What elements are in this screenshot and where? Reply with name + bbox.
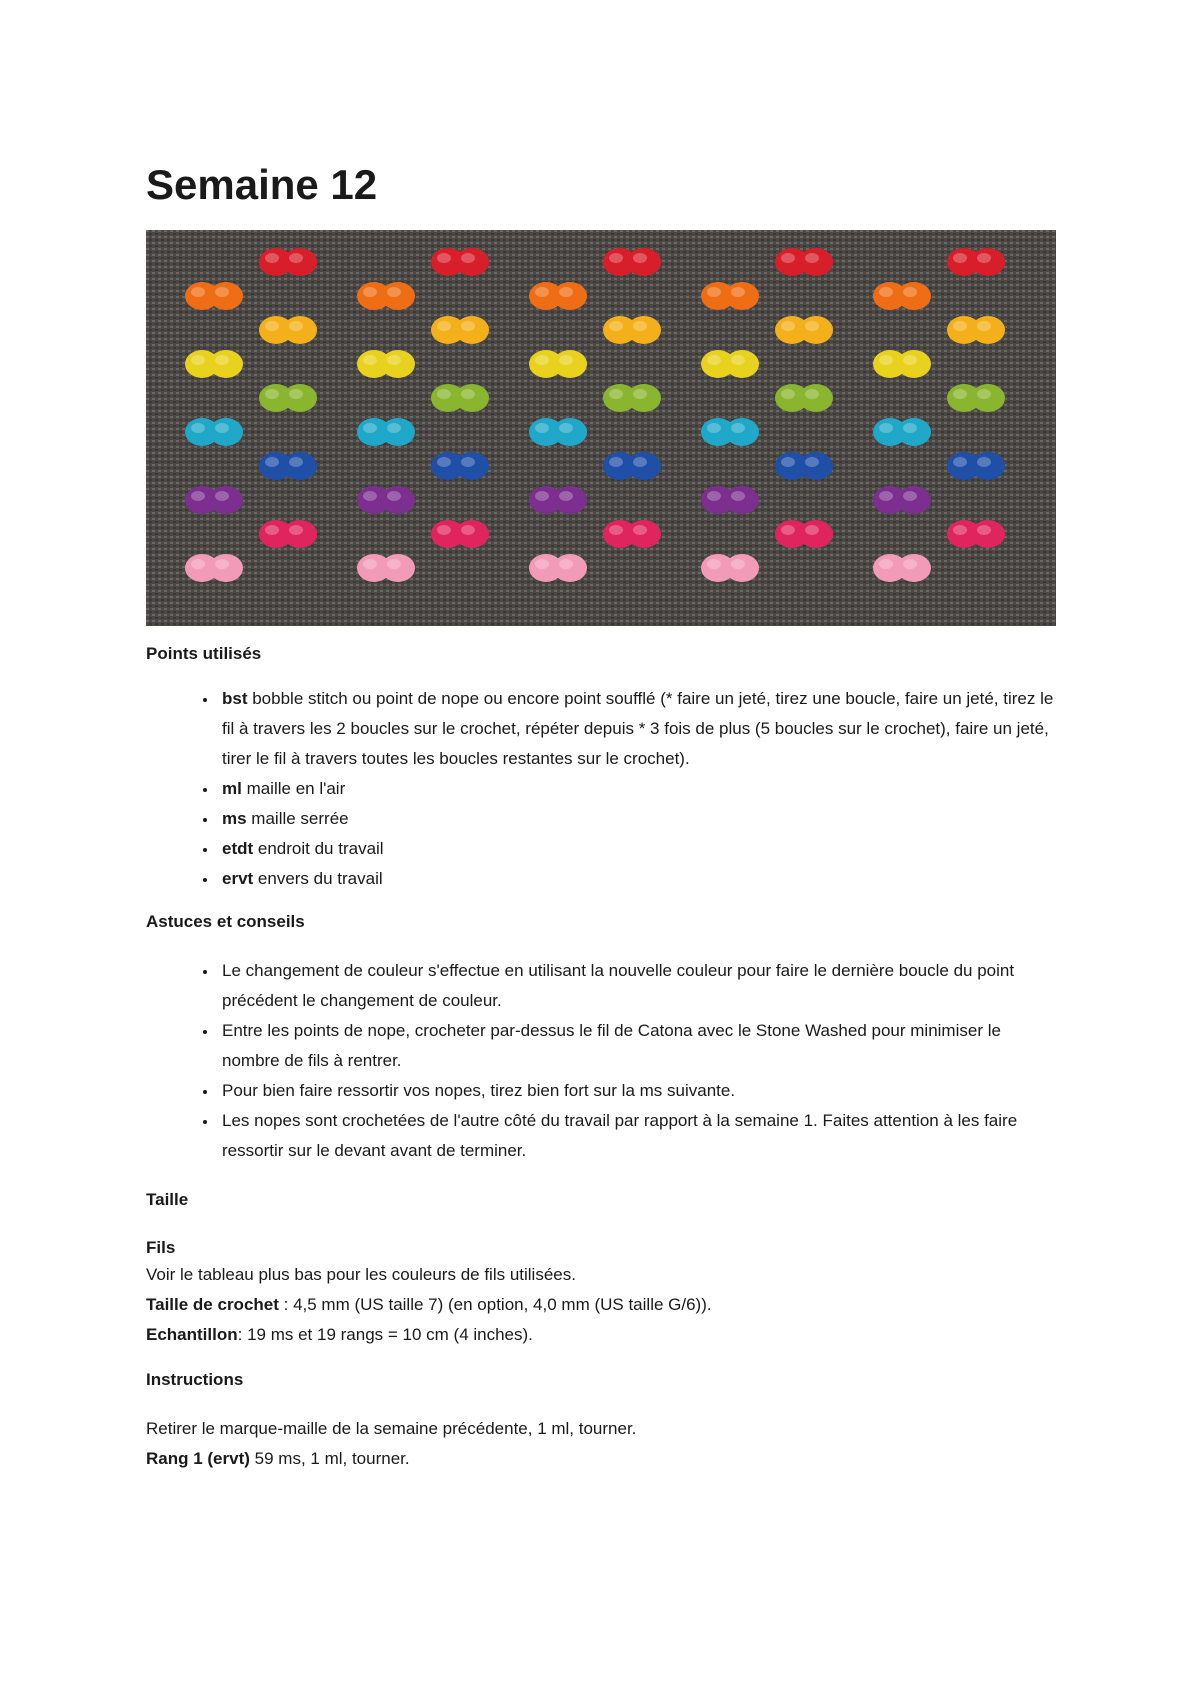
- abbr: etdt: [222, 839, 254, 858]
- bobble-highlight: [781, 525, 795, 535]
- gauge-value: : 19 ms et 19 rangs = 10 cm (4 inches).: [237, 1325, 533, 1344]
- bobble-highlight: [633, 389, 647, 399]
- bobble-highlight: [903, 355, 917, 365]
- bobble-highlight: [731, 559, 745, 569]
- bobble-highlight: [265, 321, 279, 331]
- bobble-highlight: [977, 321, 991, 331]
- bobble-highlight: [437, 525, 451, 535]
- document-content: [146, 160, 1058, 1474]
- bobble-highlight: [879, 559, 893, 569]
- bobble-highlight: [265, 389, 279, 399]
- bobble-highlight: [289, 253, 303, 263]
- bobble-highlight: [387, 559, 401, 569]
- bobble-highlight: [559, 559, 573, 569]
- bobble-highlight: [879, 355, 893, 365]
- bobble-blanket-photo: [146, 230, 1056, 626]
- bobble-highlight: [781, 457, 795, 467]
- bobble-highlight: [731, 423, 745, 433]
- bobble-highlight: [191, 559, 205, 569]
- bobble-highlight: [387, 491, 401, 501]
- bobble-highlight: [289, 525, 303, 535]
- list-item: • Les nopes sont crochetées de l'autre côté du travail par rapport à la semaine 1. Faites attention à les faire ressortir sur le devant avant de terminer.: [218, 1106, 1058, 1166]
- bobble-highlight: [437, 389, 451, 399]
- bobble-highlight: [609, 253, 623, 263]
- points-utilises-list: [146, 684, 1058, 894]
- bobble-highlight: [707, 559, 721, 569]
- bobble-highlight: [903, 559, 917, 569]
- instructions-intro: Retirer le marque-maille de la semaine précédente, 1 ml, tourner.: [146, 1419, 637, 1438]
- bobble-highlight: [289, 321, 303, 331]
- bobble-highlight: [879, 423, 893, 433]
- bobble-highlight: [215, 559, 229, 569]
- rang-1-line: [146, 1444, 1058, 1474]
- bobble-highlight: [535, 491, 549, 501]
- bobble-highlight: [903, 491, 917, 501]
- bobble-highlight: [363, 355, 377, 365]
- definition: endroit du travail: [253, 839, 384, 858]
- bobble-highlight: [609, 389, 623, 399]
- abbr: ervt: [222, 869, 254, 888]
- bobble-highlight: [805, 321, 819, 331]
- bobble-highlight: [387, 287, 401, 297]
- rang-1-label: Rang 1 (ervt): [146, 1449, 250, 1468]
- rang-1-text: 59 ms, 1 ml, tourner.: [249, 1449, 410, 1468]
- bobble-highlight: [609, 457, 623, 467]
- bobble-highlight: [437, 457, 451, 467]
- fils-heading: Fils: [146, 1238, 176, 1257]
- bobble-highlight: [191, 423, 205, 433]
- bobble-highlight: [731, 355, 745, 365]
- bobble-highlight: [805, 525, 819, 535]
- bobble-highlight: [559, 287, 573, 297]
- bobble-highlight: [215, 355, 229, 365]
- list-item: • Entre les points de nope, crocheter par-dessus le fil de Catona avec le Stone Washed pour minimiser le nombre de fils à rentrer.: [218, 1016, 1058, 1076]
- bobble-highlight: [363, 491, 377, 501]
- bobble-highlight: [387, 355, 401, 365]
- bobble-highlight: [461, 321, 475, 331]
- bobble-highlight: [953, 389, 967, 399]
- bobble-highlight: [903, 423, 917, 433]
- astuces-list: [146, 956, 1058, 1166]
- bobble-highlight: [953, 525, 967, 535]
- bobble-highlight: [707, 423, 721, 433]
- bobble-highlight: [953, 321, 967, 331]
- astuces-heading: Astuces et conseils: [146, 912, 305, 931]
- bobble-highlight: [191, 355, 205, 365]
- bobble-highlight: [289, 457, 303, 467]
- bobble-highlight: [977, 253, 991, 263]
- list-item: [218, 684, 1058, 774]
- bobble-highlight: [535, 559, 549, 569]
- bobble-highlight: [731, 491, 745, 501]
- fils-line: Voir le tableau plus bas pour les couleurs de fils utilisées.: [146, 1265, 576, 1284]
- bobble-highlight: [633, 253, 647, 263]
- bobble-highlight: [559, 423, 573, 433]
- list-item: [218, 864, 1058, 894]
- bobble-highlight: [363, 559, 377, 569]
- bobble-highlight: [461, 253, 475, 263]
- bobble-highlight: [215, 423, 229, 433]
- list-item: [218, 804, 1058, 834]
- bobble-highlight: [977, 525, 991, 535]
- bobble-highlight: [953, 457, 967, 467]
- bobble-highlight: [535, 287, 549, 297]
- list-item: [218, 834, 1058, 864]
- crochet-size-line: [146, 1290, 1058, 1320]
- bobble-highlight: [953, 253, 967, 263]
- bobble-highlight: [879, 287, 893, 297]
- definition: maille en l'air: [241, 779, 346, 798]
- bobble-highlight: [461, 457, 475, 467]
- bobble-highlight: [461, 525, 475, 535]
- bobble-highlight: [781, 389, 795, 399]
- list-item: • Le changement de couleur s'effectue en utilisant la nouvelle couleur pour faire le dernière boucle du point précédent le changement de couleur.: [218, 956, 1058, 1016]
- taille-heading: Taille: [146, 1190, 189, 1209]
- abbr: ml: [222, 779, 242, 798]
- bobble-highlight: [289, 389, 303, 399]
- bobble-highlight: [191, 491, 205, 501]
- bobble-highlight: [609, 321, 623, 331]
- bobble-highlight: [191, 287, 205, 297]
- bobble-highlight: [879, 491, 893, 501]
- bobble-highlight: [781, 253, 795, 263]
- bobble-highlight: [781, 321, 795, 331]
- bobble-highlight: [265, 457, 279, 467]
- bobble-highlight: [903, 287, 917, 297]
- page-title: Semaine 12: [146, 161, 378, 208]
- bobble-highlight: [609, 525, 623, 535]
- bobble-highlight: [633, 457, 647, 467]
- instructions-heading: Instructions: [146, 1370, 244, 1389]
- bobble-highlight: [633, 321, 647, 331]
- abbr: bst: [222, 689, 248, 708]
- fils-section: [146, 1236, 1058, 1350]
- bobble-highlight: [437, 253, 451, 263]
- definition: maille serrée: [246, 809, 349, 828]
- bobble-highlight: [977, 389, 991, 399]
- crochet-size-value: : 4,5 mm (US taille 7) (en option, 4,0 mm (US taille G/6)).: [278, 1295, 712, 1314]
- bobble-highlight: [437, 321, 451, 331]
- bobble-highlight: [535, 423, 549, 433]
- definition: bobble stitch ou point de nope ou encore point soufflé (* faire un jeté, tirez une boucle, faire un jeté, tirez le fil à travers les 2 boucles sur le crochet, répéter depuis * 3 fois de plus (5 boucles sur le crochet), faire un jeté, tirer le fil à travers toutes les boucles restantes sur le crochet).: [222, 689, 1054, 768]
- points-utilises-heading: Points utilisés: [146, 644, 262, 663]
- list-item: • Pour bien faire ressortir vos nopes, tirez bien fort sur la ms suivante.: [218, 1076, 1058, 1106]
- bobble-highlight: [363, 423, 377, 433]
- bobble-highlight: [805, 253, 819, 263]
- gauge-label: Echantillon: [146, 1325, 238, 1344]
- bobble-highlight: [215, 287, 229, 297]
- bobble-highlight: [559, 355, 573, 365]
- definition: envers du travail: [253, 869, 383, 888]
- crochet-size-label: Taille de crochet: [146, 1295, 279, 1314]
- bobble-highlight: [707, 355, 721, 365]
- gauge-line: [146, 1320, 1058, 1350]
- bobble-highlight: [265, 525, 279, 535]
- abbr: ms: [222, 809, 247, 828]
- bobble-highlight: [731, 287, 745, 297]
- bobble-highlight: [805, 389, 819, 399]
- bobble-highlight: [363, 287, 377, 297]
- bobble-highlight: [707, 491, 721, 501]
- list-item: [218, 774, 1058, 804]
- bobble-highlight: [215, 491, 229, 501]
- bobble-highlight: [707, 287, 721, 297]
- bobble-highlight: [461, 389, 475, 399]
- bobble-highlight: [387, 423, 401, 433]
- bobble-highlight: [535, 355, 549, 365]
- bobble-highlight: [559, 491, 573, 501]
- bobble-highlight: [805, 457, 819, 467]
- bobble-highlight: [633, 525, 647, 535]
- bobble-highlight: [265, 253, 279, 263]
- bobble-highlight: [977, 457, 991, 467]
